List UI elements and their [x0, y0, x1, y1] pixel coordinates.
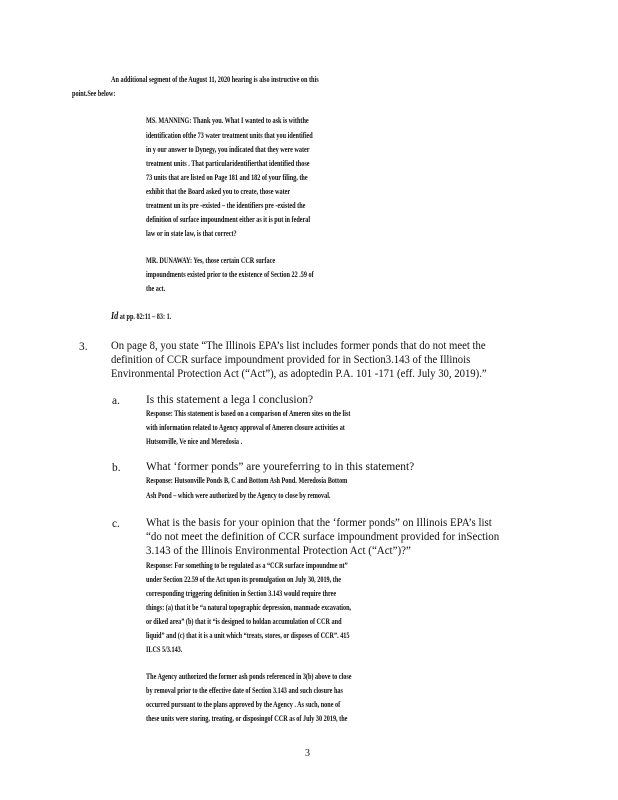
sub-b-letter: b. — [112, 462, 121, 474]
sub-c-letter: c. — [112, 518, 120, 530]
item-3-line: Environmental Protection Act (“Act”), as adoptedin P.A. 101 -171 (eff. July 30, 2019).” — [111, 368, 487, 380]
quote-line: the act. — [146, 284, 166, 293]
sub-c-para2-line: The Agency authorized the former ash ponds referenced in 3(b) above to close — [146, 672, 352, 681]
item-3-line: definition of CCR surface impoundment provided for in Section3.143 of the Illinois — [111, 354, 471, 366]
quote-line: MR. DUNAWAY: Yes, those certain CCR surface — [146, 256, 276, 265]
quote-line: MS. MANNING: Thank you. What I wanted to ask is withthe — [146, 116, 309, 125]
quote-line: exhibit that the Board asked you to create, those water — [146, 187, 291, 196]
quote-line: treatment units . That particularidentifierthat identified those — [146, 159, 310, 168]
sub-c-response-line: corresponding triggering definition in Section 3.143 would require three — [146, 589, 337, 598]
sub-a-response-line: Hutsonville, Ve nice and Meredosia . — [146, 437, 243, 446]
sub-c-para2-line: by removal prior to the effective date of Section 3.143 and such closure has — [146, 686, 343, 695]
sub-b-response-line: Ash Pond – which were authorized by the Agency to close by removal. — [146, 491, 331, 500]
sub-c-response-line: liquid” and (c) that it is a unit which “treats, stores, or disposes of CCR”. 415 — [146, 631, 350, 640]
sub-a-response-line: with information related to Agency approval of Ameren closure activities at — [146, 423, 345, 432]
sub-c-para2-line: occurred pursuant to the plans approved by the Agency . As such, none of — [146, 700, 341, 709]
intro-line-1: An additional segment of the August 11, 2020 hearing is also instructive on this — [111, 75, 319, 84]
sub-b-question: What ‘former ponds” are youreferring to in this statement? — [146, 461, 415, 473]
sub-a-letter: a. — [112, 395, 120, 407]
quote-line: identification ofthe 73 water treatment units that you identified — [146, 131, 313, 140]
intro-line-2: point.See below: — [72, 89, 116, 98]
page-number: 3 — [305, 748, 310, 759]
item-number: 3. — [79, 341, 88, 353]
quote-line: law or in state law, is that correct? — [146, 229, 237, 238]
item-3-line: On page 8, you state “The Illinois EPA’s list includes former ponds that do not meet the — [111, 340, 486, 352]
sub-c-response-line: things: (a) that it be “a natural topographic depression, manmade excavation, — [146, 603, 352, 612]
quote-line: in y our answer to Dynegy, you indicated that they were water — [146, 145, 310, 154]
sub-c-response-line: or diked area” (b) that it “is designed to holdan accumulation of CCR and — [146, 617, 342, 626]
quote-line: treatment un its pre -existed – the identifiers pre -existed the — [146, 201, 306, 210]
sub-c-response-line: under Section 22.59 of the Act upon its promulgation on July 30, 2019, the — [146, 575, 342, 584]
quote-line: 73 units that are listed on Page 181 and 182 of your filing, the — [146, 173, 308, 182]
sub-a-question: Is this statement a lega l conclusion? — [146, 394, 314, 406]
citation-id: Id — [111, 310, 119, 322]
sub-c-para2-line: these units were storing, treating, or disposingof CCR as of July 30 2019, the — [146, 714, 348, 723]
quote-line: impoundments existed prior to the existence of Section 22 .59 of — [146, 270, 314, 279]
sub-a-response-line: Response: This statement is based on a comparison of Ameren sites on the list — [146, 409, 351, 418]
sub-c-response-line: Response: For something to be regulated as a “CCR surface impoundme nt” — [146, 561, 348, 570]
citation — [111, 311, 171, 322]
sub-c-question-line: 3.143 of the Illinois Environmental Protection Act (“Act”)?” — [146, 545, 411, 557]
sub-b-response-line: Response: Hutsonville Ponds B, C and Bottom Ash Pond. Meredosia Bottom — [146, 476, 348, 485]
quote-line: definition of surface impoundment either as it is put in federal — [146, 215, 311, 224]
sub-c-response-line: ILCS 5/3.143. — [146, 645, 183, 654]
sub-c-question-line: “do not meet the definition of CCR surface impoundment provided for inSection — [146, 531, 500, 543]
citation-pages: at pp. 82:11 – 83: 1. — [118, 312, 172, 321]
sub-c-question-line: What is the basis for your opinion that the ‘former ponds” on Illinois EPA’s list — [146, 517, 492, 529]
